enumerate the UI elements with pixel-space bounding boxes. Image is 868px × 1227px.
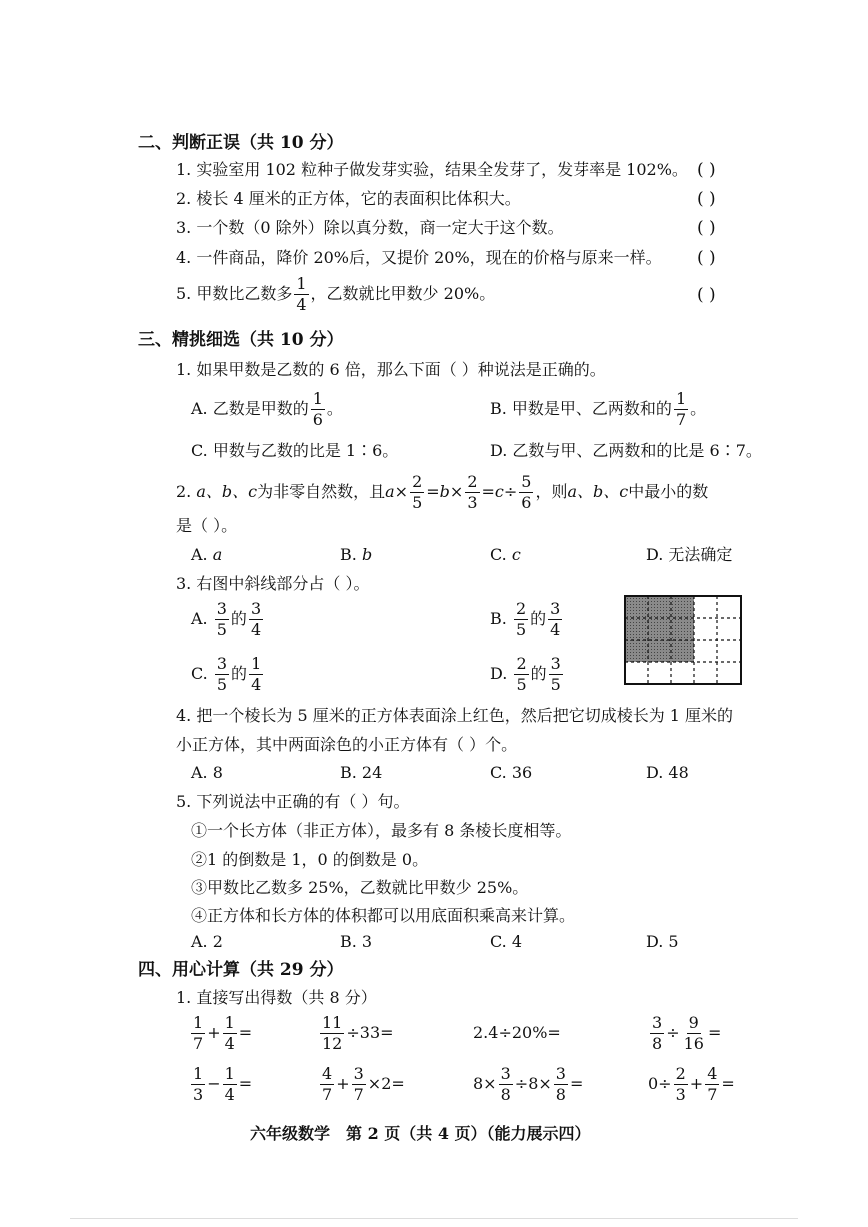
q5-statement-4: ④正方体和长方体的体积都可以用底面积乘高来计算。 [191, 906, 576, 925]
q4-option-a[interactable]: A. 8 [191, 763, 223, 782]
fraction [191, 1013, 205, 1054]
section-2-title: 二、判断正误（共 10 分） [138, 133, 344, 153]
of-text: 的 [230, 609, 247, 628]
option-var: c [511, 545, 521, 564]
numerator: 3 [550, 599, 561, 618]
q5-option-d[interactable]: D. 5 [646, 932, 679, 951]
fraction [249, 654, 263, 695]
fraction [249, 599, 263, 640]
q5-statement-1: ①一个长方体（非正方体），最多有 8 条棱长度相等。 [191, 821, 572, 840]
times-sign: × [449, 482, 464, 501]
fraction [650, 1013, 664, 1054]
fraction [674, 389, 688, 430]
q2-text: ，则 [535, 482, 568, 501]
denominator: 7 [353, 1085, 364, 1104]
operator: − [207, 1074, 221, 1093]
fraction [320, 1013, 344, 1054]
equals-sign: = [721, 1074, 735, 1093]
operator: + [207, 1023, 221, 1042]
shaded-region [625, 596, 694, 662]
numerator: 1 [675, 389, 687, 408]
q4-option-c[interactable]: C. 36 [490, 763, 533, 782]
q2-stem-line2: 是（ ）。 [176, 516, 238, 535]
denominator: 4 [224, 1085, 235, 1104]
calc-r2-e2 [318, 1064, 405, 1105]
denominator: 5 [516, 675, 527, 694]
denominator: 7 [193, 1034, 204, 1053]
option-label: C. [191, 664, 208, 683]
judge-item-4: 4. 一件商品，降价 20%后，又提价 20%，现在的价格与原来一样。 [176, 248, 662, 267]
option-var: b [361, 545, 373, 564]
denominator: 8 [500, 1085, 511, 1104]
fraction [514, 599, 528, 640]
fraction [548, 599, 562, 640]
judge-item-1: 1. 实验室用 102 粒种子做发芽实验，结果全发芽了，发芽率是 102%。 [176, 160, 688, 179]
answer-blank-5[interactable]: ( ) [697, 285, 716, 305]
calc-r1-e3: 2.4÷20%= [473, 1023, 561, 1042]
numerator: 1 [193, 1013, 204, 1032]
denominator: 7 [322, 1085, 333, 1104]
numerator: 3 [550, 654, 561, 673]
denominator: 3 [467, 493, 478, 512]
fraction [549, 654, 563, 695]
of-text: 的 [530, 609, 547, 628]
calc-r2-e3 [473, 1064, 583, 1105]
denominator: 12 [322, 1034, 343, 1053]
equals-sign: = [238, 1023, 253, 1042]
numerator: 11 [322, 1013, 343, 1032]
calc-r1-e4 [648, 1013, 721, 1054]
option-text: B. 甲数是甲、乙两数和的 [490, 399, 672, 418]
expression-pre: 8× [473, 1074, 497, 1093]
expression-mid: ÷8× [514, 1074, 552, 1093]
q2-option-d[interactable]: D. 无法确定 [646, 545, 733, 564]
fraction [215, 599, 229, 640]
numerator: 2 [516, 654, 527, 673]
denominator: 4 [250, 620, 262, 639]
q1-option-d[interactable]: D. 乙数与甲、乙两数和的比是 6∶7。 [490, 441, 762, 460]
q3-option-d[interactable] [490, 654, 565, 695]
q2-stem-line1 [176, 472, 708, 513]
denominator: 3 [193, 1085, 204, 1104]
q2-vars: a、b、c [196, 482, 258, 501]
page-footer: 六年级数学 第 2 页（共 4 页）（能力展示四） [250, 1124, 591, 1143]
fraction [410, 472, 424, 513]
fraction [519, 472, 533, 513]
q5-stem: 5. 下列说法中正确的有（ ）句。 [176, 792, 410, 811]
fraction [682, 1013, 706, 1054]
denominator: 8 [555, 1085, 566, 1104]
q2-option-b[interactable] [340, 545, 372, 565]
numerator: 3 [652, 1013, 663, 1032]
denominator: 4 [251, 675, 262, 694]
numerator: 3 [555, 1064, 566, 1083]
numerator: 1 [251, 654, 262, 673]
q4-stem-line2: 小正方体，其中两面涂色的小正方体有（ ）个。 [176, 735, 518, 754]
q5-option-c[interactable]: C. 4 [490, 932, 523, 951]
q2-vars: a、b、c [567, 482, 629, 501]
q4-option-d[interactable]: D. 48 [646, 763, 689, 782]
section-4-title: 四、用心计算（共 29 分） [138, 960, 344, 980]
var-b: b [439, 482, 450, 501]
denominator: 5 [515, 620, 527, 639]
numerator: 1 [224, 1064, 235, 1083]
numerator: 1 [224, 1013, 235, 1032]
times-sign: × [394, 482, 409, 501]
denominator: 7 [707, 1085, 718, 1104]
expression-rest: ÷33= [346, 1023, 394, 1042]
denominator: 5 [550, 675, 561, 694]
denominator: 6 [312, 410, 323, 429]
operator: + [689, 1074, 704, 1093]
fraction [499, 1064, 513, 1105]
judge-item-3: 3. 一个数（0 除外）除以真分数，商一定大于这个数。 [176, 218, 564, 237]
calc-r1-e1 [189, 1013, 252, 1054]
equals-sign: = [481, 482, 495, 501]
q3-stem: 3. 右图中斜线部分占（ ）。 [176, 574, 370, 593]
option-label: A. [191, 609, 208, 628]
numerator: 4 [707, 1064, 718, 1083]
q1-option-a[interactable] [191, 389, 343, 430]
q1-option-b[interactable] [490, 389, 706, 430]
denominator: 7 [675, 410, 687, 429]
denominator: 8 [652, 1034, 663, 1053]
judge-item-5-pre: 5. 甲数比乙数多 [176, 284, 293, 303]
calc-r2-e1 [189, 1064, 252, 1105]
section-3-title: 三、精挑细选（共 10 分） [138, 330, 344, 350]
numerator: 3 [216, 599, 227, 618]
option-label: A. [191, 545, 208, 564]
numerator: 3 [250, 599, 262, 618]
q5-option-b[interactable]: B. 3 [340, 932, 373, 951]
q3-option-b[interactable] [490, 599, 564, 640]
option-text: 。 [690, 399, 707, 418]
expression-pre: 0÷ [648, 1074, 672, 1093]
answer-blank-1[interactable]: ( ) [697, 160, 716, 180]
fraction [215, 654, 229, 695]
answer-blank-4[interactable]: ( ) [697, 248, 716, 268]
numerator: 1 [193, 1064, 204, 1083]
judge-item-5-post: ，乙数就比甲数少 20%。 [310, 284, 496, 303]
denominator: 4 [550, 620, 561, 639]
of-text: 的 [231, 664, 248, 683]
q2-option-c[interactable] [490, 545, 521, 565]
q4-stem-line1: 4. 把一个棱长为 5 厘米的正方体表面涂上红色，然后把它切成棱长为 1 厘米的 [176, 706, 734, 725]
numerator: 3 [500, 1064, 511, 1083]
q2-text: 中最小的数 [628, 482, 709, 501]
judge-item-2: 2. 棱长 4 厘米的正方体，它的表面积比体积大。 [176, 189, 521, 208]
fraction [223, 1064, 237, 1105]
fraction [674, 1064, 688, 1105]
operator: ÷ [666, 1023, 680, 1042]
bottom-edge-line [70, 1218, 798, 1219]
q3-grid-figure [624, 595, 742, 685]
equals-sign: = [238, 1074, 253, 1093]
numerator: 1 [312, 389, 323, 408]
q3-option-c[interactable] [191, 654, 265, 695]
fraction [311, 389, 325, 430]
equals-sign: = [707, 1023, 722, 1042]
option-text: A. 乙数是甲数的 [191, 399, 309, 418]
denominator: 4 [224, 1034, 235, 1053]
operator: + [336, 1074, 350, 1093]
denominator: 6 [521, 493, 532, 512]
denominator: 4 [296, 295, 307, 314]
judge-item-5 [176, 274, 495, 315]
denominator: 3 [675, 1085, 686, 1104]
of-text: 的 [530, 664, 547, 683]
fraction [465, 472, 479, 513]
numerator: 2 [467, 472, 478, 491]
numerator: 3 [216, 654, 228, 673]
option-var: a [212, 545, 223, 564]
numerator: 2 [412, 472, 423, 491]
q3-option-a[interactable] [191, 599, 265, 640]
var-c: c [494, 482, 504, 501]
option-label: B. [340, 545, 357, 564]
fraction [191, 1064, 205, 1105]
q1-option-c[interactable]: C. 甲数与乙数的比是 1∶6。 [191, 441, 399, 460]
numerator: 4 [322, 1064, 333, 1083]
fraction [705, 1064, 719, 1105]
expression-rest: ×2= [367, 1074, 405, 1093]
fraction [320, 1064, 334, 1105]
divide-sign: ÷ [503, 482, 518, 501]
calc-r1-e2 [318, 1013, 394, 1054]
option-text: 。 [326, 399, 343, 418]
equals-sign: = [426, 482, 440, 501]
answer-blank-2[interactable]: ( ) [697, 189, 716, 209]
numerator: 9 [688, 1013, 699, 1032]
q2-option-a[interactable] [191, 545, 222, 565]
fraction [352, 1064, 366, 1105]
fraction [223, 1013, 237, 1054]
option-label: B. [490, 609, 507, 628]
calc-r2-e4 [648, 1064, 735, 1105]
numerator: 3 [353, 1064, 364, 1083]
answer-blank-3[interactable]: ( ) [697, 218, 716, 238]
equals-sign: = [569, 1074, 584, 1093]
denominator: 16 [683, 1034, 704, 1053]
fraction [554, 1064, 568, 1105]
option-label: C. [490, 545, 507, 564]
q4-option-b[interactable]: B. 24 [340, 763, 383, 782]
numerator: 2 [515, 599, 527, 618]
option-label: D. [490, 664, 508, 683]
q5-statement-2: ②1 的倒数是 1，0 的倒数是 0。 [191, 850, 429, 869]
numerator: 2 [675, 1064, 686, 1083]
denominator: 5 [412, 493, 423, 512]
fraction [514, 654, 528, 695]
q2-number: 2. [176, 482, 192, 501]
numerator: 5 [521, 472, 532, 491]
q2-text: 为非零自然数，且 [257, 482, 386, 501]
denominator: 5 [216, 620, 227, 639]
var-a: a [385, 482, 395, 501]
fraction [294, 274, 308, 315]
denominator: 5 [216, 675, 228, 694]
calc-subtitle: 1. 直接写出得数（共 8 分） [176, 988, 377, 1007]
numerator: 1 [296, 274, 307, 293]
q5-statement-3: ③甲数比乙数多 25%，乙数就比甲数少 25%。 [191, 878, 529, 897]
q5-option-a[interactable]: A. 2 [191, 932, 223, 951]
q1-stem: 1. 如果甲数是乙数的 6 倍，那么下面（ ）种说法是正确的。 [176, 360, 606, 379]
